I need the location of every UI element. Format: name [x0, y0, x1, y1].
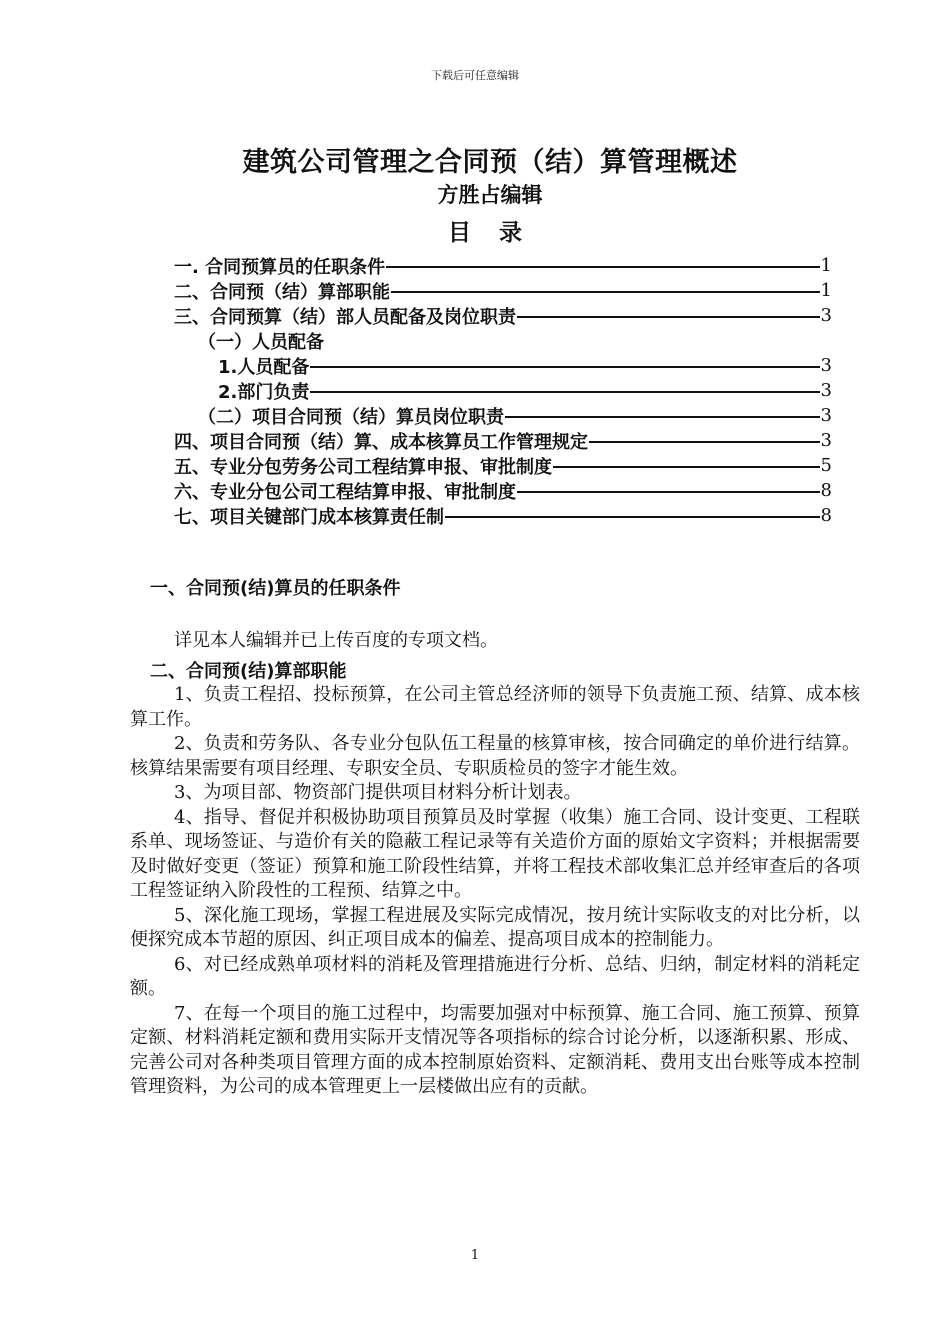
paragraph: 4、指导、督促并积极协助项目预算员及时掌握（收集）施工合同、设计变更、工程联系单、现场签证、与造价有关的隐蔽工程记录等有关造价方面的原始文字资料；并根据需要及时做好变更（签证）预算和施工阶段性结算，并将工程技术部收集汇总并经审查后的各项工程签证纳入阶段性的工程预、结算之中。 — [130, 806, 860, 901]
toc-entry-page: 3 — [820, 355, 832, 376]
toc-entry-label: 1.人员配备 — [218, 356, 310, 378]
toc-entry-label: 四、项目合同预（结）算、成本核算员工作管理规定 — [174, 431, 588, 453]
toc-entry — [218, 353, 832, 378]
toc-leader — [553, 466, 820, 468]
paragraph: 7、在每一个项目的施工过程中，均需要加强对中标预算、施工合同、施工预算、预算定额、材料消耗定额和费用实际开支情况等各项指标的综合讨论分析，以逐渐积累、形成、完善公司对各种类项目管理方面的成本控制原始资料、定额消耗、费用支出台账等成本控制管理资料，为公司的成本管理更上一层楼做出应有的贡献。 — [130, 1002, 860, 1097]
toc-entry-page: 5 — [820, 455, 832, 476]
toc-leader — [517, 316, 820, 318]
section1-text: 详见本人编辑并已上传百度的专项文档。 — [174, 630, 498, 651]
author-line: 方胜占编辑 — [437, 183, 543, 207]
section2-body — [130, 683, 860, 1100]
toc-entry — [174, 278, 832, 303]
toc-leader — [589, 441, 820, 443]
toc-entry-label: 2.部门负责 — [218, 381, 310, 403]
toc-leader — [517, 491, 820, 493]
toc-entry-page: 8 — [820, 505, 832, 526]
toc-entry-page: 3 — [820, 430, 832, 451]
toc-entry-label: 二、合同预（结）算部职能 — [174, 281, 390, 303]
toc-entry-label: 五、专业分包劳务公司工程结算申报、审批制度 — [174, 456, 552, 478]
toc-leader — [310, 391, 819, 393]
toc-entry-page: 1 — [820, 280, 832, 301]
toc-entry — [174, 503, 832, 528]
section1-heading: 一、合同预(结)算员的任职条件 — [150, 578, 401, 599]
toc-entry — [218, 378, 832, 403]
toc-entry — [174, 428, 832, 453]
toc-entry-label: 六、专业分包公司工程结算申报、审批制度 — [174, 481, 516, 503]
toc-entry-label: 一. 合同预算员的任职条件 — [174, 256, 386, 278]
toc-entry — [198, 328, 832, 353]
page-number: 1 — [470, 1248, 480, 1263]
paragraph: 3、为项目部、物资部门提供项目材料分析计划表。 — [174, 782, 582, 803]
paragraph: 2、负责和劳务队、各专业分包队伍工程量的核算审核，按合同确定的单价进行结算。核算结果需要有项目经理、专职安全员、专职质检员的签字才能生效。 — [130, 733, 860, 779]
toc-leader — [445, 516, 820, 518]
toc-entry-label: 七、项目关键部门成本核算责任制 — [174, 506, 444, 528]
toc-entry-label: 三、合同预算（结）部人员配备及岗位职责 — [174, 306, 516, 328]
toc-leader — [310, 366, 819, 368]
toc-entry — [174, 303, 832, 328]
toc-entry-label: （一）人员配备 — [198, 331, 324, 353]
paragraph: 5、深化施工现场，掌握工程进展及实际完成情况，按月统计实际收支的对比分析，以便探究成本节超的原因、纠正项目成本的偏差、提高项目成本的控制能力。 — [130, 904, 860, 950]
toc-entry — [174, 253, 832, 278]
toc-leader — [391, 291, 820, 293]
paragraph: 1、负责工程招、投标预算，在公司主管总经济师的领导下负责施工预、结算、成本核算工作。 — [130, 684, 860, 730]
toc-entry-page: 3 — [820, 380, 832, 401]
toc-entry-page: 1 — [820, 255, 832, 276]
toc-entry — [198, 403, 832, 428]
toc-entry-page: 8 — [820, 480, 832, 501]
toc-leader — [386, 266, 819, 268]
document-title: 建筑公司管理之合同预（结）算管理概述 — [242, 147, 738, 178]
header-note: 下载后可任意编辑 — [431, 69, 519, 82]
toc-heading: 目 录 — [447, 220, 532, 246]
toc-entry — [174, 453, 832, 478]
section2-heading: 二、合同预(结)算部职能 — [150, 661, 347, 682]
toc-entry-page: 3 — [820, 405, 832, 426]
toc-entry-label: （二）项目合同预（结）算员岗位职责 — [198, 406, 504, 428]
toc-entry — [174, 478, 832, 503]
paragraph: 6、对已经成熟单项材料的消耗及管理措施进行分析、总结、归纳，制定材料的消耗定额。 — [130, 953, 860, 999]
toc-leader — [505, 416, 820, 418]
toc-entry-page: 3 — [820, 305, 832, 326]
